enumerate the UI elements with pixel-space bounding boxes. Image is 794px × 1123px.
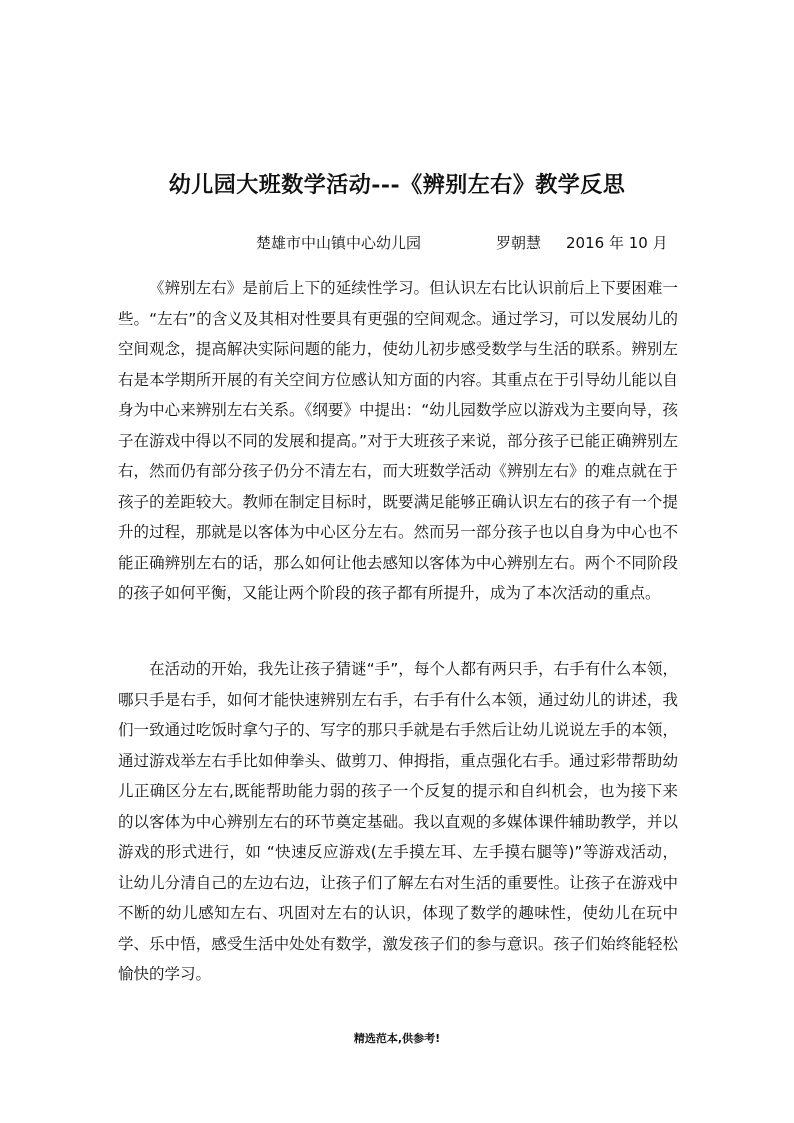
- document-title: 幼儿园大班数学活动---《辨别左右》教学反思: [168, 172, 626, 198]
- byline: [256, 232, 668, 253]
- byline-school: 楚雄市中山镇中心幼儿园: [256, 234, 422, 252]
- paragraph-2: 在活动的开始，我先让孩子猜谜“手”，每个人都有两只手，右手有什么本领，哪只手是右手，如何才能快速辨别左右手，右手有什么本领，通过幼儿的讲述，我们一致通过吃饭时拿勺子的、写字的那只手就是右手然后让幼儿说说左手的本领，通过游戏举左右手比如伸拳头、做剪刀、伸拇指，重点强化右手。通过彩带帮助幼儿正确区分左右,既能帮助能力弱的孩子一个反复的提示和自纠机会，也为接下来的以客体为中心辨别左右的环节奠定基础。我以直观的多媒体课件辅助教学，并以游戏的形式进行，如 “快速反应游戏(左手摸左耳、左手摸右腿等)”等游戏活动，让幼儿分清自己的左边右边，让孩子们了解左右对生活的重要性。让孩子在游戏中不断的幼儿感知左右、巩固对左右的认识，体现了数学的趣味性，使幼儿在玩中学、乐中悟，感受生活中处处有数学，激发孩子们的参与意识。孩子们始终能轻松愉快的学习。: [118, 660, 678, 983]
- byline-author: 罗朝慧: [496, 234, 542, 252]
- byline-date: 2016 年 10 月: [566, 234, 668, 252]
- page-footer: 精选范本,供参考!: [353, 1032, 441, 1045]
- paragraph-1: 《辨别左右》是前后上下的延续性学习。但认识左右比认识前后上下要困难一些。“左右”的含义及其相对性要具有更强的空间观念。通过学习，可以发展幼儿的空间观念，提高解决实际问题的能力，使幼儿初步感受数学与生活的联系。辨别左右是本学期所开展的有关空间方位感认知方面的内容。其重点在于引导幼儿能以自身为中心来辨别左右关系。《纲要》中提出：“幼儿园数学应以游戏为主要向导，孩子在游戏中得以不同的发展和提高。”对于大班孩子来说，部分孩子已能正确辨别左右，然而仍有部分孩子仍分不清左右，而大班数学活动《辨别左右》的难点就在于孩子的差距较大。教师在制定目标时，既要满足能够正确认识左右的孩子有一个提升的过程，那就是以客体为中心区分左右。然而另一部分孩子也以自身为中心也不能正确辨别左右的话，那么如何让他去感知以客体为中心辨别左右。两个不同阶段的孩子如何平衡，又能让两个阶段的孩子都有所提升，成为了本次活动的重点。: [118, 279, 678, 602]
